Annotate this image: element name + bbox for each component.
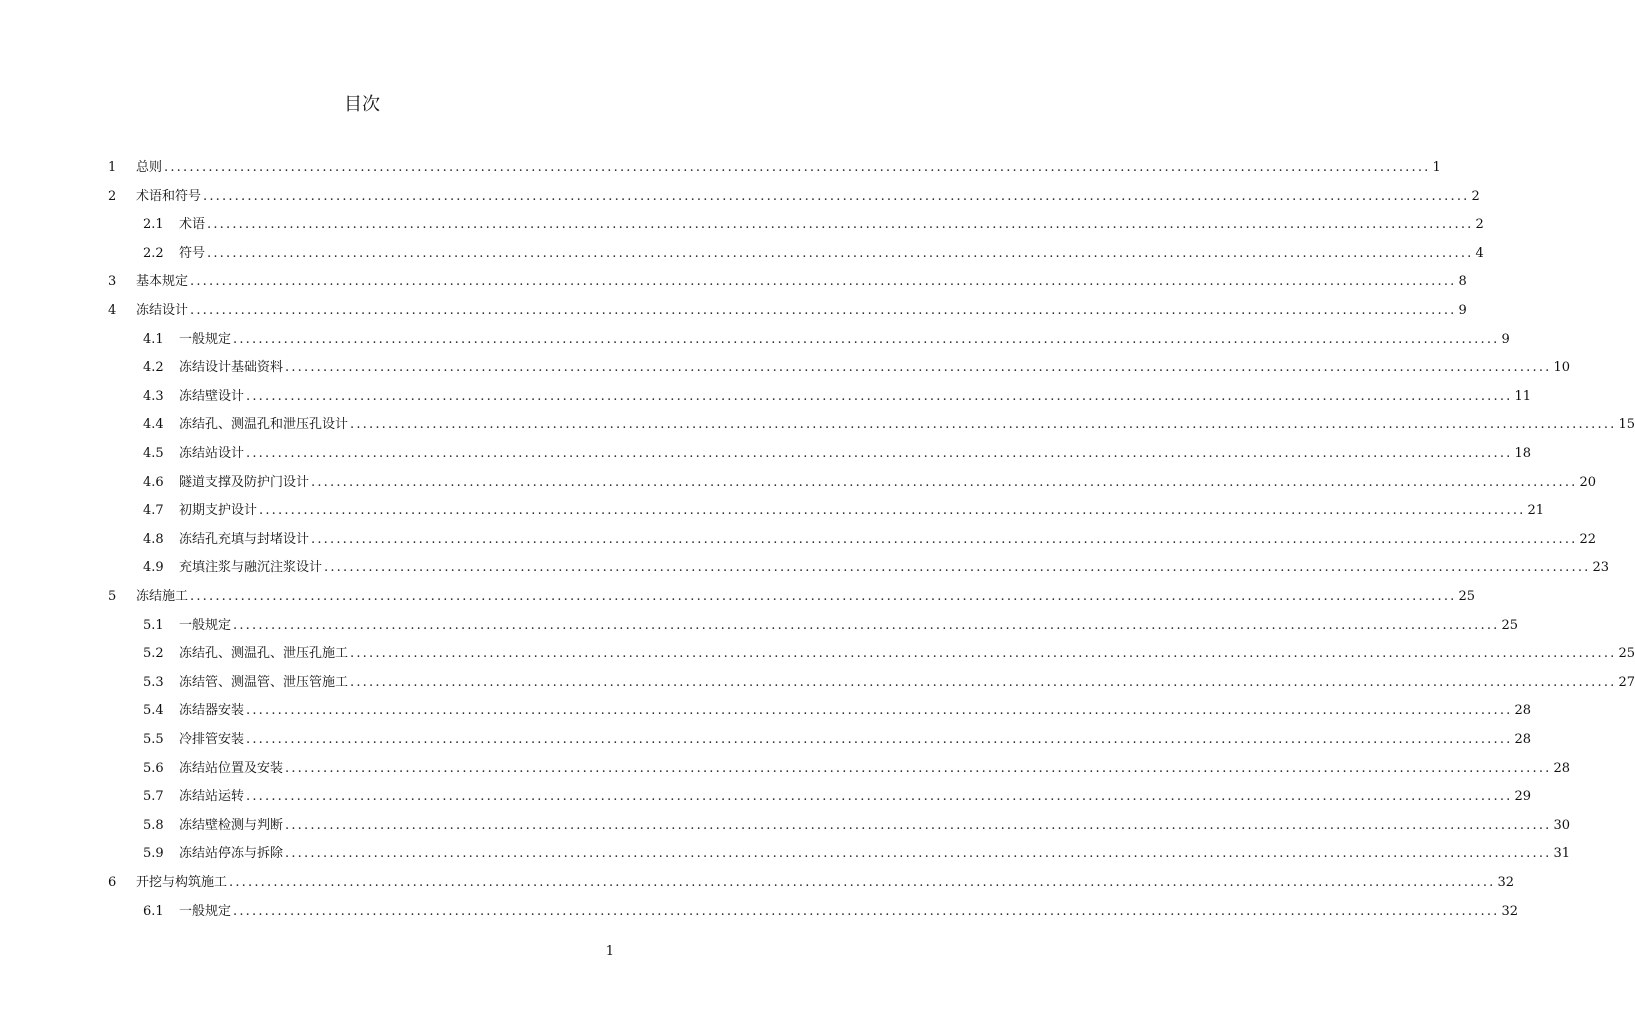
toc-entry-title: 隧道支撑及防护门设计 <box>179 474 310 490</box>
toc-entry-page: 28 <box>1553 760 1571 776</box>
toc-entry[interactable] <box>143 610 1519 634</box>
dot-leader: ........................................................................................................................................................................................................ <box>246 789 1513 805</box>
toc-entry[interactable] <box>108 867 1515 891</box>
toc-entry-page: 8 <box>1458 274 1467 290</box>
toc-entry-title: 初期支护设计 <box>179 503 258 519</box>
toc-entry-number: 4.2 <box>143 360 164 376</box>
toc-entry-page: 25 <box>1458 589 1476 604</box>
toc-entry-number: 4.5 <box>143 446 164 461</box>
toc-entry[interactable] <box>108 581 1476 605</box>
toc-entry[interactable] <box>143 724 1532 748</box>
dot-leader: ........................................................................................................................................................................................................ <box>207 245 1474 261</box>
toc-entry-title: 冷排管安装 <box>179 732 245 747</box>
toc-entry-page: 9 <box>1501 331 1510 347</box>
toc-entry-title: 冻结站运转 <box>179 789 245 805</box>
toc-entry-page: 20 <box>1579 474 1597 490</box>
dot-leader: ........................................................................................................................................................................................................ <box>233 903 1500 919</box>
toc-entry-page: 4 <box>1475 245 1484 261</box>
toc-entry-number: 5.1 <box>143 617 164 633</box>
toc-entry[interactable] <box>143 695 1532 719</box>
dot-leader: ........................................................................................................................................................................................................ <box>285 817 1552 833</box>
dot-leader: ........................................................................................................................................................................................................ <box>259 503 1526 519</box>
dot-leader: ........................................................................................................................................................................................................ <box>229 875 1496 890</box>
dot-leader: ........................................................................................................................................................................................................ <box>285 846 1552 862</box>
dot-leader: ........................................................................................................................................................................................................ <box>164 160 1431 175</box>
toc-entry-number: 4.7 <box>143 503 164 519</box>
toc-entry-page: 29 <box>1514 789 1532 805</box>
toc-entry-title: 冻结孔、测温孔、泄压孔施工 <box>179 646 349 662</box>
toc-entry-number: 3 <box>108 274 117 290</box>
toc-entry[interactable] <box>143 381 1532 405</box>
toc-entry-page: 25 <box>1618 646 1635 662</box>
toc-entry[interactable] <box>143 438 1532 462</box>
toc-entry-page: 18 <box>1514 446 1532 461</box>
toc-entry-title: 符号 <box>179 245 206 261</box>
toc-entry-title: 一般规定 <box>179 903 232 919</box>
toc-entry-number: 4 <box>108 303 117 318</box>
toc-entry-title: 冻结设计基础资料 <box>179 360 284 376</box>
toc-entry-title: 术语 <box>179 217 206 233</box>
dot-leader: ........................................................................................................................................................................................................ <box>203 188 1470 204</box>
toc-entry-page: 25 <box>1501 617 1519 633</box>
toc-entry-number: 4.6 <box>143 474 164 490</box>
toc-entry[interactable] <box>143 896 1519 920</box>
toc-entry-number: 5.8 <box>143 817 164 833</box>
toc-entry-number: 5.6 <box>143 760 164 776</box>
toc-entry-page: 2 <box>1471 188 1480 204</box>
toc-entry[interactable] <box>143 524 1597 548</box>
toc-entry-title: 冻结设计 <box>136 303 189 318</box>
toc-entry-number: 4.9 <box>143 560 164 576</box>
toc-entry-title: 开挖与构筑施工 <box>136 875 228 890</box>
toc-entry[interactable] <box>143 552 1610 576</box>
toc-entry[interactable] <box>143 467 1597 491</box>
dot-leader: ........................................................................................................................................................................................................ <box>190 589 1457 604</box>
dot-leader: ........................................................................................................................................................................................................ <box>350 417 1617 433</box>
toc-entry-number: 2 <box>108 188 117 204</box>
dot-leader: ........................................................................................................................................................................................................ <box>233 331 1500 347</box>
toc-entry-page: 23 <box>1592 560 1610 576</box>
dot-leader: ........................................................................................................................................................................................................ <box>233 617 1500 633</box>
toc-entry[interactable] <box>108 152 1441 176</box>
toc-entry-page: 31 <box>1553 846 1571 862</box>
toc-entry-title: 冻结孔充填与封堵设计 <box>179 531 310 547</box>
toc-entry-number: 2.2 <box>143 245 164 261</box>
toc-entry-title: 一般规定 <box>179 331 232 347</box>
toc-entry-page: 22 <box>1579 531 1597 547</box>
toc-entry-page: 28 <box>1514 703 1532 719</box>
toc-entry-title: 一般规定 <box>179 617 232 633</box>
toc-entry-title: 冻结站设计 <box>179 446 245 461</box>
toc-entry-page: 32 <box>1501 903 1519 919</box>
dot-leader: ........................................................................................................................................................................................................ <box>246 703 1513 719</box>
page-title: 目次 <box>344 94 380 115</box>
toc-entry[interactable] <box>143 324 1510 348</box>
dot-leader: ........................................................................................................................................................................................................ <box>350 674 1617 690</box>
toc-entry-page: 21 <box>1527 503 1545 519</box>
toc-entry-page: 30 <box>1553 817 1571 833</box>
toc-entry-number: 4.4 <box>143 417 164 433</box>
toc-entry-title: 冻结站停冻与拆除 <box>179 846 284 862</box>
toc-entry-title: 冻结壁检测与判断 <box>179 817 284 833</box>
toc-entry-title: 冻结站位置及安装 <box>179 760 284 776</box>
toc-entry-page: 1 <box>1432 160 1441 175</box>
toc-entry-title: 冻结孔、测温孔和泄压孔设计 <box>179 417 349 433</box>
toc-entry-number: 6 <box>108 875 117 890</box>
toc-entry-title: 冻结器安装 <box>179 703 245 719</box>
toc-entry[interactable] <box>143 838 1571 862</box>
dot-leader: ........................................................................................................................................................................................................ <box>190 274 1457 290</box>
toc-entry[interactable] <box>108 181 1480 205</box>
page-number: 1 <box>605 944 614 959</box>
toc-entry[interactable] <box>143 667 1635 691</box>
toc-entry-number: 5.4 <box>143 703 164 719</box>
toc-entry-number: 4.8 <box>143 531 164 547</box>
toc-entry-page: 32 <box>1497 875 1515 890</box>
toc-entry[interactable] <box>143 638 1635 662</box>
dot-leader: ........................................................................................................................................................................................................ <box>207 217 1474 233</box>
toc-entry-number: 6.1 <box>143 903 164 919</box>
toc-entry[interactable] <box>143 409 1635 433</box>
toc-entry-number: 4.1 <box>143 331 164 347</box>
toc-entry-number: 5.7 <box>143 789 164 805</box>
toc-entry-page: 15 <box>1618 417 1635 433</box>
dot-leader: ........................................................................................................................................................................................................ <box>324 560 1591 576</box>
toc-entry-page: 27 <box>1618 674 1635 690</box>
dot-leader: ........................................................................................................................................................................................................ <box>190 303 1457 318</box>
dot-leader: ........................................................................................................................................................................................................ <box>246 446 1513 461</box>
toc-entry-page: 10 <box>1553 360 1571 376</box>
toc-entry[interactable] <box>143 810 1571 834</box>
toc-entry[interactable] <box>108 295 1467 319</box>
dot-leader: ........................................................................................................................................................................................................ <box>350 646 1617 662</box>
dot-leader: ........................................................................................................................................................................................................ <box>311 474 1578 490</box>
toc-entry-number: 5 <box>108 589 117 604</box>
dot-leader: ........................................................................................................................................................................................................ <box>246 388 1513 404</box>
toc-entry-number: 5.9 <box>143 846 164 862</box>
toc-entry-title: 充填注浆与融沉注浆设计 <box>179 560 323 576</box>
toc-entry-title: 冻结施工 <box>136 589 189 604</box>
toc-entry-number: 5.2 <box>143 646 164 662</box>
toc-entry-title: 冻结管、测温管、泄压管施工 <box>179 674 349 690</box>
toc-entry[interactable] <box>143 753 1571 777</box>
toc-entry-title: 总则 <box>136 160 163 175</box>
toc-entry[interactable] <box>143 781 1532 805</box>
toc-entry-number: 5.5 <box>143 732 164 747</box>
toc-entry-title: 冻结壁设计 <box>179 388 245 404</box>
toc-entry-title: 术语和符号 <box>136 188 202 204</box>
dot-leader: ........................................................................................................................................................................................................ <box>311 531 1578 547</box>
dot-leader: ........................................................................................................................................................................................................ <box>285 760 1552 776</box>
toc-entry[interactable] <box>143 238 1484 262</box>
toc-entry[interactable] <box>143 209 1484 233</box>
toc-entry-number: 1 <box>108 160 117 175</box>
dot-leader: ........................................................................................................................................................................................................ <box>246 732 1513 747</box>
toc-entry[interactable] <box>143 352 1571 376</box>
toc-entry-number: 5.3 <box>143 674 164 690</box>
toc-entry-number: 2.1 <box>143 217 164 233</box>
toc-entry[interactable] <box>108 266 1467 290</box>
toc-entry-title: 基本规定 <box>136 274 189 290</box>
toc-entry-page: 9 <box>1458 303 1467 318</box>
dot-leader: ........................................................................................................................................................................................................ <box>285 360 1552 376</box>
toc-entry-number: 4.3 <box>143 388 164 404</box>
toc-entry-page: 28 <box>1514 732 1532 747</box>
toc-entry-page: 11 <box>1514 388 1532 404</box>
toc-entry-page: 2 <box>1475 217 1484 233</box>
toc-entry[interactable] <box>143 495 1545 519</box>
